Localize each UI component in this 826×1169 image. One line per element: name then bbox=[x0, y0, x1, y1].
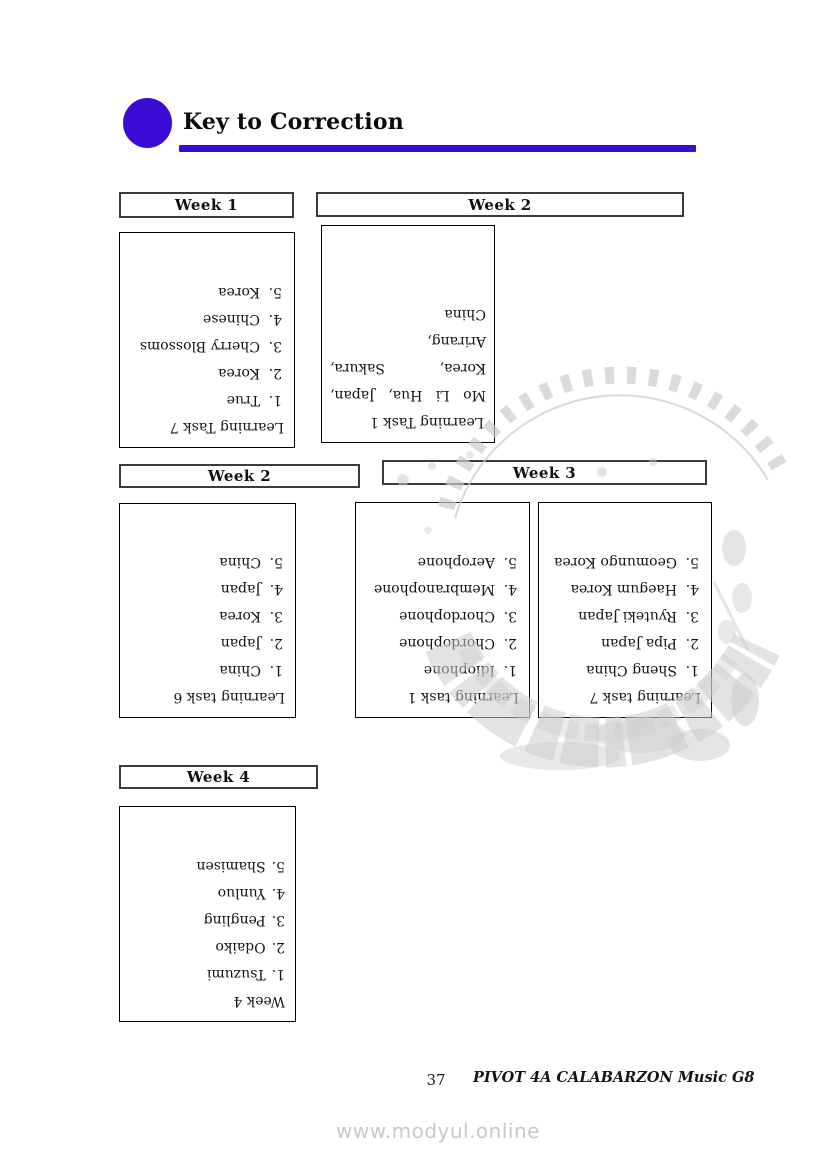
answer-line: Korea, Sakura, Arirang, bbox=[330, 333, 486, 376]
answer-item bbox=[128, 960, 287, 987]
answer-number: 4. bbox=[503, 581, 517, 597]
answer-item bbox=[128, 879, 287, 906]
week2-second-answer-box bbox=[119, 503, 296, 718]
answer-item bbox=[128, 386, 286, 413]
task-title: Learning task 6 bbox=[173, 689, 285, 705]
answer-text: Chinese bbox=[203, 311, 260, 327]
answer-text: Cherry Blossoms bbox=[139, 338, 260, 354]
answer-line: China bbox=[444, 306, 486, 322]
week4-header bbox=[119, 765, 318, 789]
answer-number: 2. bbox=[268, 365, 282, 381]
answer-item bbox=[128, 852, 287, 879]
week3-header-label: Week 3 bbox=[512, 463, 577, 482]
answer-text: Korea bbox=[218, 365, 260, 381]
answer-line: Mo Li Hua, Japan, bbox=[330, 387, 486, 403]
answer-text: Korea bbox=[218, 284, 260, 300]
answer-item bbox=[547, 548, 703, 575]
bullet-circle-icon bbox=[123, 98, 172, 148]
answer-number: 2. bbox=[269, 635, 283, 651]
answer-number: 4. bbox=[269, 581, 283, 597]
answer-item bbox=[128, 278, 286, 305]
week3-task1-answer-box bbox=[355, 502, 530, 718]
answer-item bbox=[128, 602, 287, 629]
answer-text: Sheng China bbox=[586, 662, 677, 678]
answer-text: Membranophone bbox=[373, 581, 495, 597]
week3-task7-answer-box bbox=[538, 502, 712, 718]
answer-item bbox=[364, 656, 521, 683]
answer-text: Korea bbox=[219, 608, 261, 624]
answer-text: Haegum Korea bbox=[570, 581, 677, 597]
answer-number: 4. bbox=[685, 581, 699, 597]
week2-second-header bbox=[119, 464, 360, 488]
week2-second-header-label: Week 2 bbox=[207, 467, 272, 485]
answer-item bbox=[547, 656, 703, 683]
week4-header-label: Week 4 bbox=[186, 768, 251, 786]
answer-item bbox=[364, 629, 521, 656]
answer-number: 3. bbox=[685, 608, 699, 624]
answer-item bbox=[128, 906, 287, 933]
answer-text: Geomungo Korea bbox=[554, 554, 677, 570]
answer-item bbox=[547, 602, 703, 629]
answer-text: China bbox=[219, 662, 261, 678]
answer-text: Idiophone bbox=[423, 662, 495, 678]
answer-text: Chordophone bbox=[399, 635, 495, 651]
answer-item bbox=[128, 575, 287, 602]
answer-text: Pipa Japan bbox=[601, 635, 677, 651]
answer-number: 5. bbox=[269, 554, 283, 570]
answer-number: 2. bbox=[271, 939, 285, 955]
answer-item bbox=[128, 933, 287, 960]
footer-series-label: PIVOT 4A CALABARZON Music G8 bbox=[473, 1069, 755, 1086]
answer-number: 1. bbox=[269, 662, 283, 678]
answer-number: 1. bbox=[271, 966, 285, 982]
week2-second-answer-content bbox=[120, 504, 295, 717]
answer-number: 1. bbox=[503, 662, 517, 678]
answer-text: Ryuteki Japan bbox=[578, 608, 677, 624]
answer-text: Aerophone bbox=[417, 554, 495, 570]
answer-item bbox=[364, 602, 521, 629]
week1-answer-content bbox=[120, 233, 294, 447]
task-title: Learning Task 7 bbox=[169, 419, 284, 435]
title-underline bbox=[179, 145, 696, 152]
answer-text: Japan bbox=[220, 635, 261, 651]
answer-number: 5. bbox=[503, 554, 517, 570]
page-title: Key to Correction bbox=[183, 109, 404, 135]
answer-item bbox=[128, 629, 287, 656]
answer-number: 5. bbox=[271, 858, 285, 874]
answer-text: Pengling bbox=[203, 912, 266, 928]
answer-text: Japan bbox=[220, 581, 261, 597]
week3-task7-answer-content bbox=[539, 503, 711, 717]
answer-number: 3. bbox=[268, 338, 282, 354]
answer-text: China bbox=[219, 554, 261, 570]
answer-item bbox=[128, 359, 286, 386]
week1-header-label: Week 1 bbox=[174, 196, 239, 214]
answer-text: Chordophone bbox=[399, 608, 495, 624]
task-title: Learning task 7 bbox=[589, 689, 701, 705]
task-title: Learning task 1 bbox=[407, 689, 519, 705]
answer-number: 3. bbox=[269, 608, 283, 624]
week4-answer-box bbox=[119, 806, 296, 1022]
answer-number: 1. bbox=[268, 392, 282, 408]
week4-answer-content bbox=[120, 807, 295, 1021]
week1-answer-box bbox=[119, 232, 295, 448]
answer-text: Shamisen bbox=[196, 858, 266, 874]
week2-top-answer-content bbox=[322, 226, 494, 442]
task-title: Learning Task 1 bbox=[369, 414, 484, 430]
week3-header bbox=[382, 460, 707, 485]
answer-text: True bbox=[226, 392, 260, 408]
answer-item bbox=[128, 548, 287, 575]
answer-text: Yunluo bbox=[217, 885, 266, 901]
answer-item bbox=[128, 656, 287, 683]
answer-number: 2. bbox=[685, 635, 699, 651]
answer-number: 1. bbox=[685, 662, 699, 678]
answer-number: 5. bbox=[268, 284, 282, 300]
week1-header bbox=[119, 192, 294, 218]
answer-number: 3. bbox=[503, 608, 517, 624]
week3-task1-answer-content bbox=[356, 503, 529, 717]
answer-number: 4. bbox=[268, 311, 282, 327]
week2-top-answer-box bbox=[321, 225, 495, 443]
answer-text: Tsuzumi bbox=[206, 966, 266, 982]
answer-number: 4. bbox=[271, 885, 285, 901]
answer-number: 5. bbox=[685, 554, 699, 570]
answer-item bbox=[547, 629, 703, 656]
task-title: Week 4 bbox=[233, 993, 285, 1009]
answer-item bbox=[128, 332, 286, 359]
answer-item bbox=[364, 548, 521, 575]
week2-top-header bbox=[316, 192, 684, 217]
answer-item bbox=[547, 575, 703, 602]
answer-number: 3. bbox=[271, 912, 285, 928]
answer-number: 2. bbox=[503, 635, 517, 651]
answer-item bbox=[364, 575, 521, 602]
page-number: 37 bbox=[426, 1071, 446, 1089]
site-watermark: www.modyul.online bbox=[336, 1119, 540, 1143]
week2-top-header-label: Week 2 bbox=[468, 195, 532, 214]
answer-text: Odaiko bbox=[215, 939, 266, 955]
answer-item bbox=[128, 305, 286, 332]
